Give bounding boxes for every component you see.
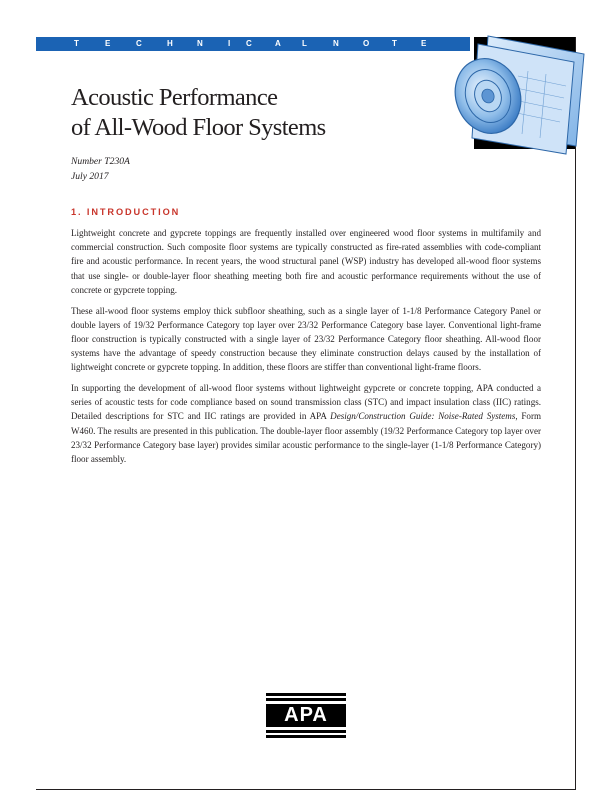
- band-letter: H: [167, 39, 173, 48]
- document-date: July 2017: [71, 170, 109, 182]
- band-letter: T: [74, 39, 79, 48]
- document-number: Number T230A: [71, 156, 130, 167]
- section-heading-introduction: 1. INTRODUCTION: [71, 207, 181, 217]
- logo-stripe: [266, 693, 346, 696]
- band-letter: C: [136, 39, 142, 48]
- band-letter: E: [421, 39, 427, 48]
- band-letter: T: [392, 39, 397, 48]
- logo-stripe: [266, 735, 346, 738]
- band-letter: I: [228, 39, 231, 48]
- logo-text: APA: [266, 704, 346, 727]
- band-letter: A: [275, 39, 281, 48]
- introduction-body: [71, 226, 541, 473]
- paragraph-3-part-1: In supporting the development of all-wood floor systems without lightweight gypcrete or concrete topping, APA conducted a series of acoustic tests for code compliance based on sound transmission class (STC) and impact insulation class (IIC) ratings. Detailed descriptions for STC and IIC ratings are provided in APA: [71, 383, 541, 422]
- band-letter: C: [246, 39, 252, 48]
- paragraph-3-part-2: , Form W460. The results are presented in this publication. The double-layer floor assembly (19/32 Performance Category top layer over 23/32 Performance Category base layer) provides similar acoustic performance to the single-layer (1-1/8 Performance Category) floor assembly.: [71, 411, 541, 465]
- technical-note-label: [36, 37, 470, 51]
- title-line-2: of All-Wood Floor Systems: [71, 114, 326, 141]
- logo-stripe: [266, 730, 346, 733]
- bottom-page-rule: [36, 789, 576, 790]
- document-meta: [71, 155, 130, 184]
- paragraph-3: [71, 381, 541, 466]
- page-title: [71, 83, 451, 143]
- logo-stripe: [266, 698, 346, 701]
- publication-title: Design/Construction Guide: Noise-Rated Systems: [330, 411, 516, 422]
- paragraph-2: These all-wood floor systems employ thick subfloor sheathing, such as a single layer of 1-1/8 Performance Category Panel or double layers of 19/32 Performance Category top layer over 23/32 Performance Category base layer. Conventional light-frame floor construction is typically constructed with a single layer of 23/32 Performance Category floor sheathing. All-wood floor systems have the advantage of speedy construction because they eliminate construction delays caused by the installation of lightweight concrete or gypcrete topping. In addition, these floors are stiffer than conventional light-frame floors.: [71, 305, 541, 373]
- band-letter: O: [363, 39, 370, 48]
- band-letter: N: [333, 39, 339, 48]
- band-letter: L: [302, 39, 307, 48]
- band-letter: E: [105, 39, 111, 48]
- rolled-blueprint-plans-icon: [448, 26, 588, 166]
- title-line-1: Acoustic Performance: [71, 84, 278, 111]
- band-letter: N: [197, 39, 203, 48]
- apa-logo: [266, 693, 346, 739]
- paragraph-1: Lightweight concrete and gypcrete toppings are frequently installed over engineered wood floor systems in multifamily and commercial construction. Such composite floor systems are typically constructed as fire-rated assemblies with code-compliant fire and acoustic performance. In recent years, the wood structural panel (WSP) industry has developed all-wood floor systems that use single- or double-layer floor sheathing meeting both fire and acoustic performance requirements without the use of concrete or gypcrete topping.: [71, 228, 541, 295]
